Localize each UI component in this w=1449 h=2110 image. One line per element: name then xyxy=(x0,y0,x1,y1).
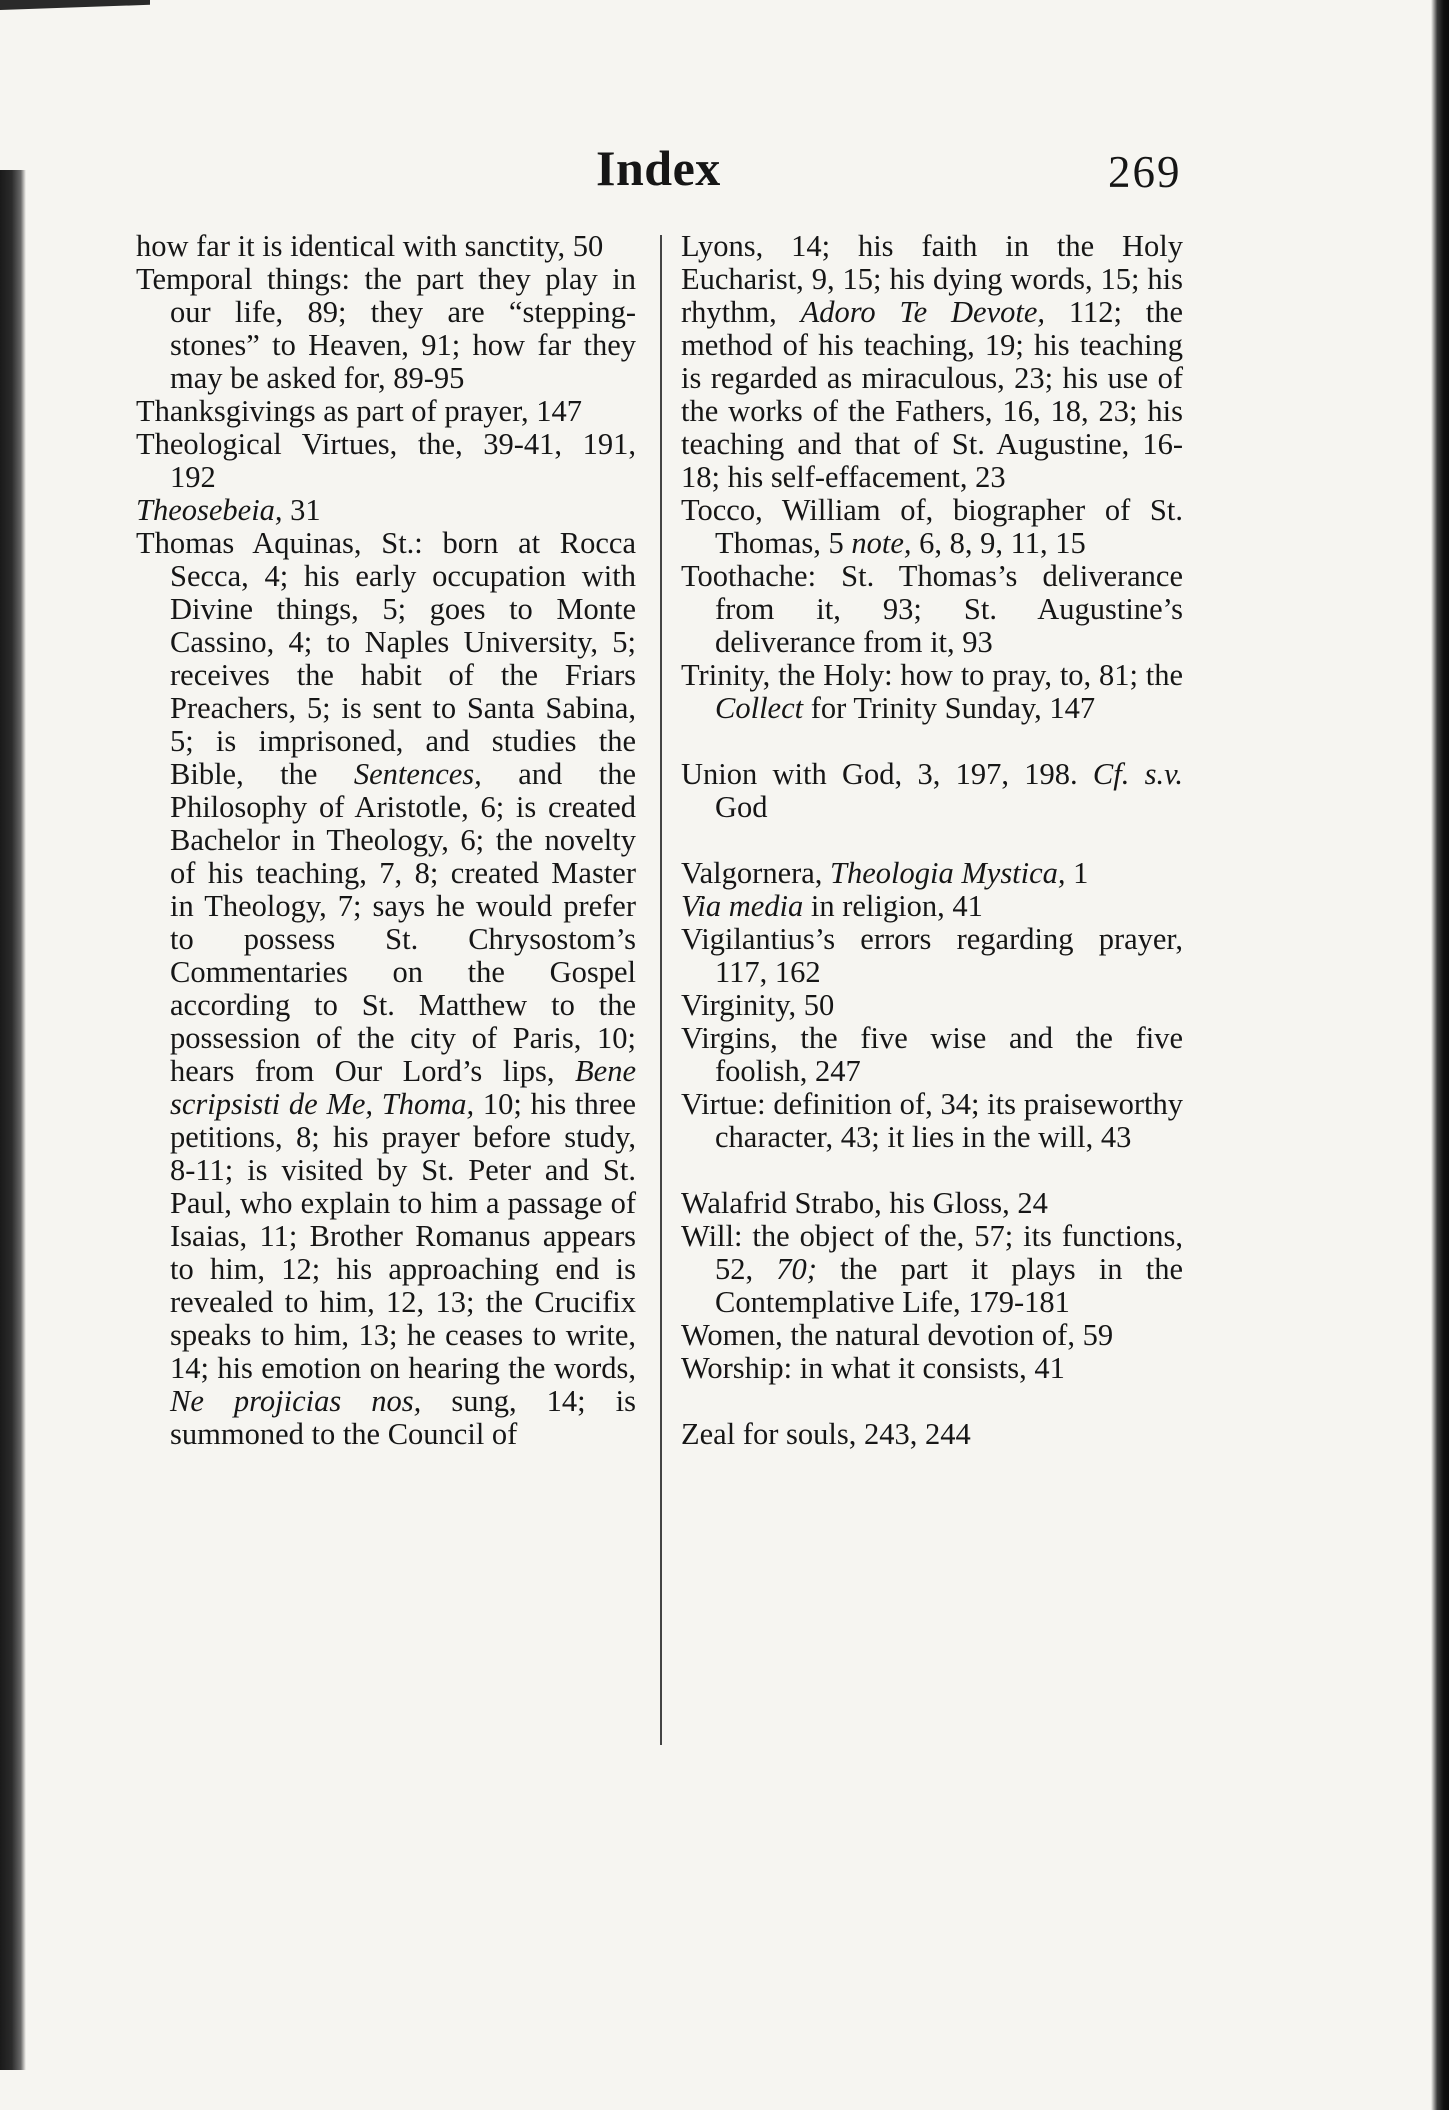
index-entry-text: Virginity, 50 xyxy=(681,988,835,1022)
index-entry xyxy=(681,659,1183,725)
index-entry-text: Valgornera, xyxy=(681,856,831,890)
index-entry-text: Thomas Aquinas, St.: born at Rocca Secca, 4; his early occupation with Divine things, 5; goes to Monte Cassino, 4; to Naples University, 5; receives the habit of the Friars Preachers, 5; is sent to Santa Sabina, 5; is imprisoned, and studies the Bible, the xyxy=(136,526,636,791)
scan-binding-shadow xyxy=(0,170,26,2070)
index-entry-text: in religion, 41 xyxy=(803,889,983,923)
index-entry-text: Tocco, William of, biographer of St. Thomas, 5 xyxy=(681,493,1183,560)
index-column-left xyxy=(136,230,636,1451)
index-entry-text: Will: the object of the, 57; its functions, 52, xyxy=(681,1219,1183,1286)
index-entry xyxy=(136,527,636,1451)
index-entry-text: Temporal things: the part they play in our life, 89; they are “stepping-stones” to Heaven, 91; how far they may be asked for, 89-95 xyxy=(136,262,636,395)
page-title: Index xyxy=(596,140,721,196)
index-entry-italic-text: Via media xyxy=(681,889,804,923)
index-column-right xyxy=(681,230,1183,1451)
index-entry-italic-text: Adoro Te Devote, xyxy=(800,295,1046,329)
index-entry-text: Zeal for souls, 243, 244 xyxy=(681,1417,971,1451)
index-entry-text: Trinity, the Holy: how to pray, to, 81; the xyxy=(681,658,1183,692)
index-entry-text: Union with God, 3, 197, 198. xyxy=(681,757,1093,791)
index-entry xyxy=(681,1352,1183,1385)
index-entry xyxy=(681,560,1183,659)
index-entry-text: how far it is identical with sanctity, 50 xyxy=(136,229,604,263)
index-entry-italic-text: Theologia Mystica, xyxy=(830,856,1066,890)
index-entry-text: for Trinity Sunday, 147 xyxy=(803,691,1096,725)
index-entry xyxy=(136,230,636,263)
index-entry xyxy=(136,428,636,494)
index-entry xyxy=(681,1319,1183,1352)
index-entry-text: Theological Virtues, the, 39-41, 191, 192 xyxy=(136,427,636,494)
index-entry xyxy=(681,1220,1183,1319)
scan-edge-shadow xyxy=(1431,0,1449,2110)
index-entry-text: sung, 14; is summoned to the Council of xyxy=(170,1384,636,1451)
index-entry xyxy=(681,1088,1183,1154)
index-entry-text: and the Philosophy of Aristotle, 6; is created Bachelor in Theology, 6; the novelty of his teaching, 7, 8; created Master in Theology, 7; says he would prefer to possess St. Chrysostom’s Commentaries on the Gospel according to St. Matthew to the possession of the city of Paris, 10; hears from Our Lord’s lips, xyxy=(170,757,636,1088)
index-entry-text: the part it plays in the Contemplative Life, 179-181 xyxy=(715,1252,1183,1319)
page-number: 269 xyxy=(1108,147,1182,197)
index-entry xyxy=(681,857,1183,890)
index-entry-text: Worship: in what it consists, 41 xyxy=(681,1351,1065,1385)
index-entry-text: Walafrid Strabo, his Gloss, 24 xyxy=(681,1186,1048,1220)
index-entry-text: Lyons, 14; his faith in the Holy Eucharist, 9, 15; his dying words, 15; his rhythm, xyxy=(681,229,1183,329)
index-entry-text: 1 xyxy=(1065,856,1089,890)
index-entry-italic-text: Collect xyxy=(715,691,804,725)
index-entry-text: 10; his three petitions, 8; his prayer before study, 8-11; is visited by St. Peter and St. Paul, who explain to him a passage of Isaias, 11; Brother Romanus appears to him, 12; his approaching end is revealed to him, 12, 13; the Crucifix speaks to him, 13; he ceases to write, 14; his emotion on hearing the words, xyxy=(170,1087,636,1385)
index-entry xyxy=(136,263,636,395)
index-entry-text: Toothache: St. Thomas’s deliverance from it, 93; St. Augustine’s deliverance from it, 93 xyxy=(681,559,1183,659)
index-entry-text: Thanksgivings as part of prayer, 147 xyxy=(136,394,583,428)
index-entry-italic-text: Bene scripsisti de Me, Thoma, xyxy=(170,1054,636,1121)
index-entry-italic-text: 70; xyxy=(776,1252,817,1286)
column-divider xyxy=(660,235,662,1745)
index-entry-text: 6, 8, 9, 11, 15 xyxy=(911,526,1086,560)
index-entry-italic-text: Sentences, xyxy=(353,757,482,791)
index-entry xyxy=(681,890,1183,923)
index-entry xyxy=(136,494,636,527)
index-entry-italic-text: Cf. s.v. xyxy=(1092,757,1183,791)
scan-corner-shadow xyxy=(0,0,150,10)
index-entry-text: Vigilantius’s errors regarding prayer, 117, 162 xyxy=(681,922,1183,989)
index-entry xyxy=(681,494,1183,560)
index-entry xyxy=(681,230,1183,494)
index-entry xyxy=(681,1418,1183,1451)
index-entry-italic-text: Ne projicias nos, xyxy=(170,1384,422,1418)
index-entry xyxy=(681,923,1183,989)
index-entry-text: Virtue: definition of, 34; its praiseworthy character, 43; it lies in the will, 43 xyxy=(681,1087,1183,1154)
index-entry-text: 31 xyxy=(282,493,321,527)
index-entry xyxy=(681,1187,1183,1220)
index-entry-text: Women, the natural devotion of, 59 xyxy=(681,1318,1114,1352)
index-entry xyxy=(136,395,636,428)
index-entry xyxy=(681,758,1183,824)
index-entry-italic-text: note, xyxy=(851,526,912,560)
index-entry xyxy=(681,1022,1183,1088)
index-entry-italic-text: Theosebeia, xyxy=(136,493,283,527)
index-entry-text: Virgins, the five wise and the five foolish, 247 xyxy=(681,1021,1183,1088)
index-entry-text: 112; the method of his teaching, 19; his teaching is regarded as miraculous, 23; his use of the works of the Fathers, 16, 18, 23; his teaching and that of St. Augustine, 16-18; his self-effacement, 23 xyxy=(681,295,1184,494)
index-entry-text: God xyxy=(715,790,768,824)
index-entry xyxy=(681,989,1183,1022)
